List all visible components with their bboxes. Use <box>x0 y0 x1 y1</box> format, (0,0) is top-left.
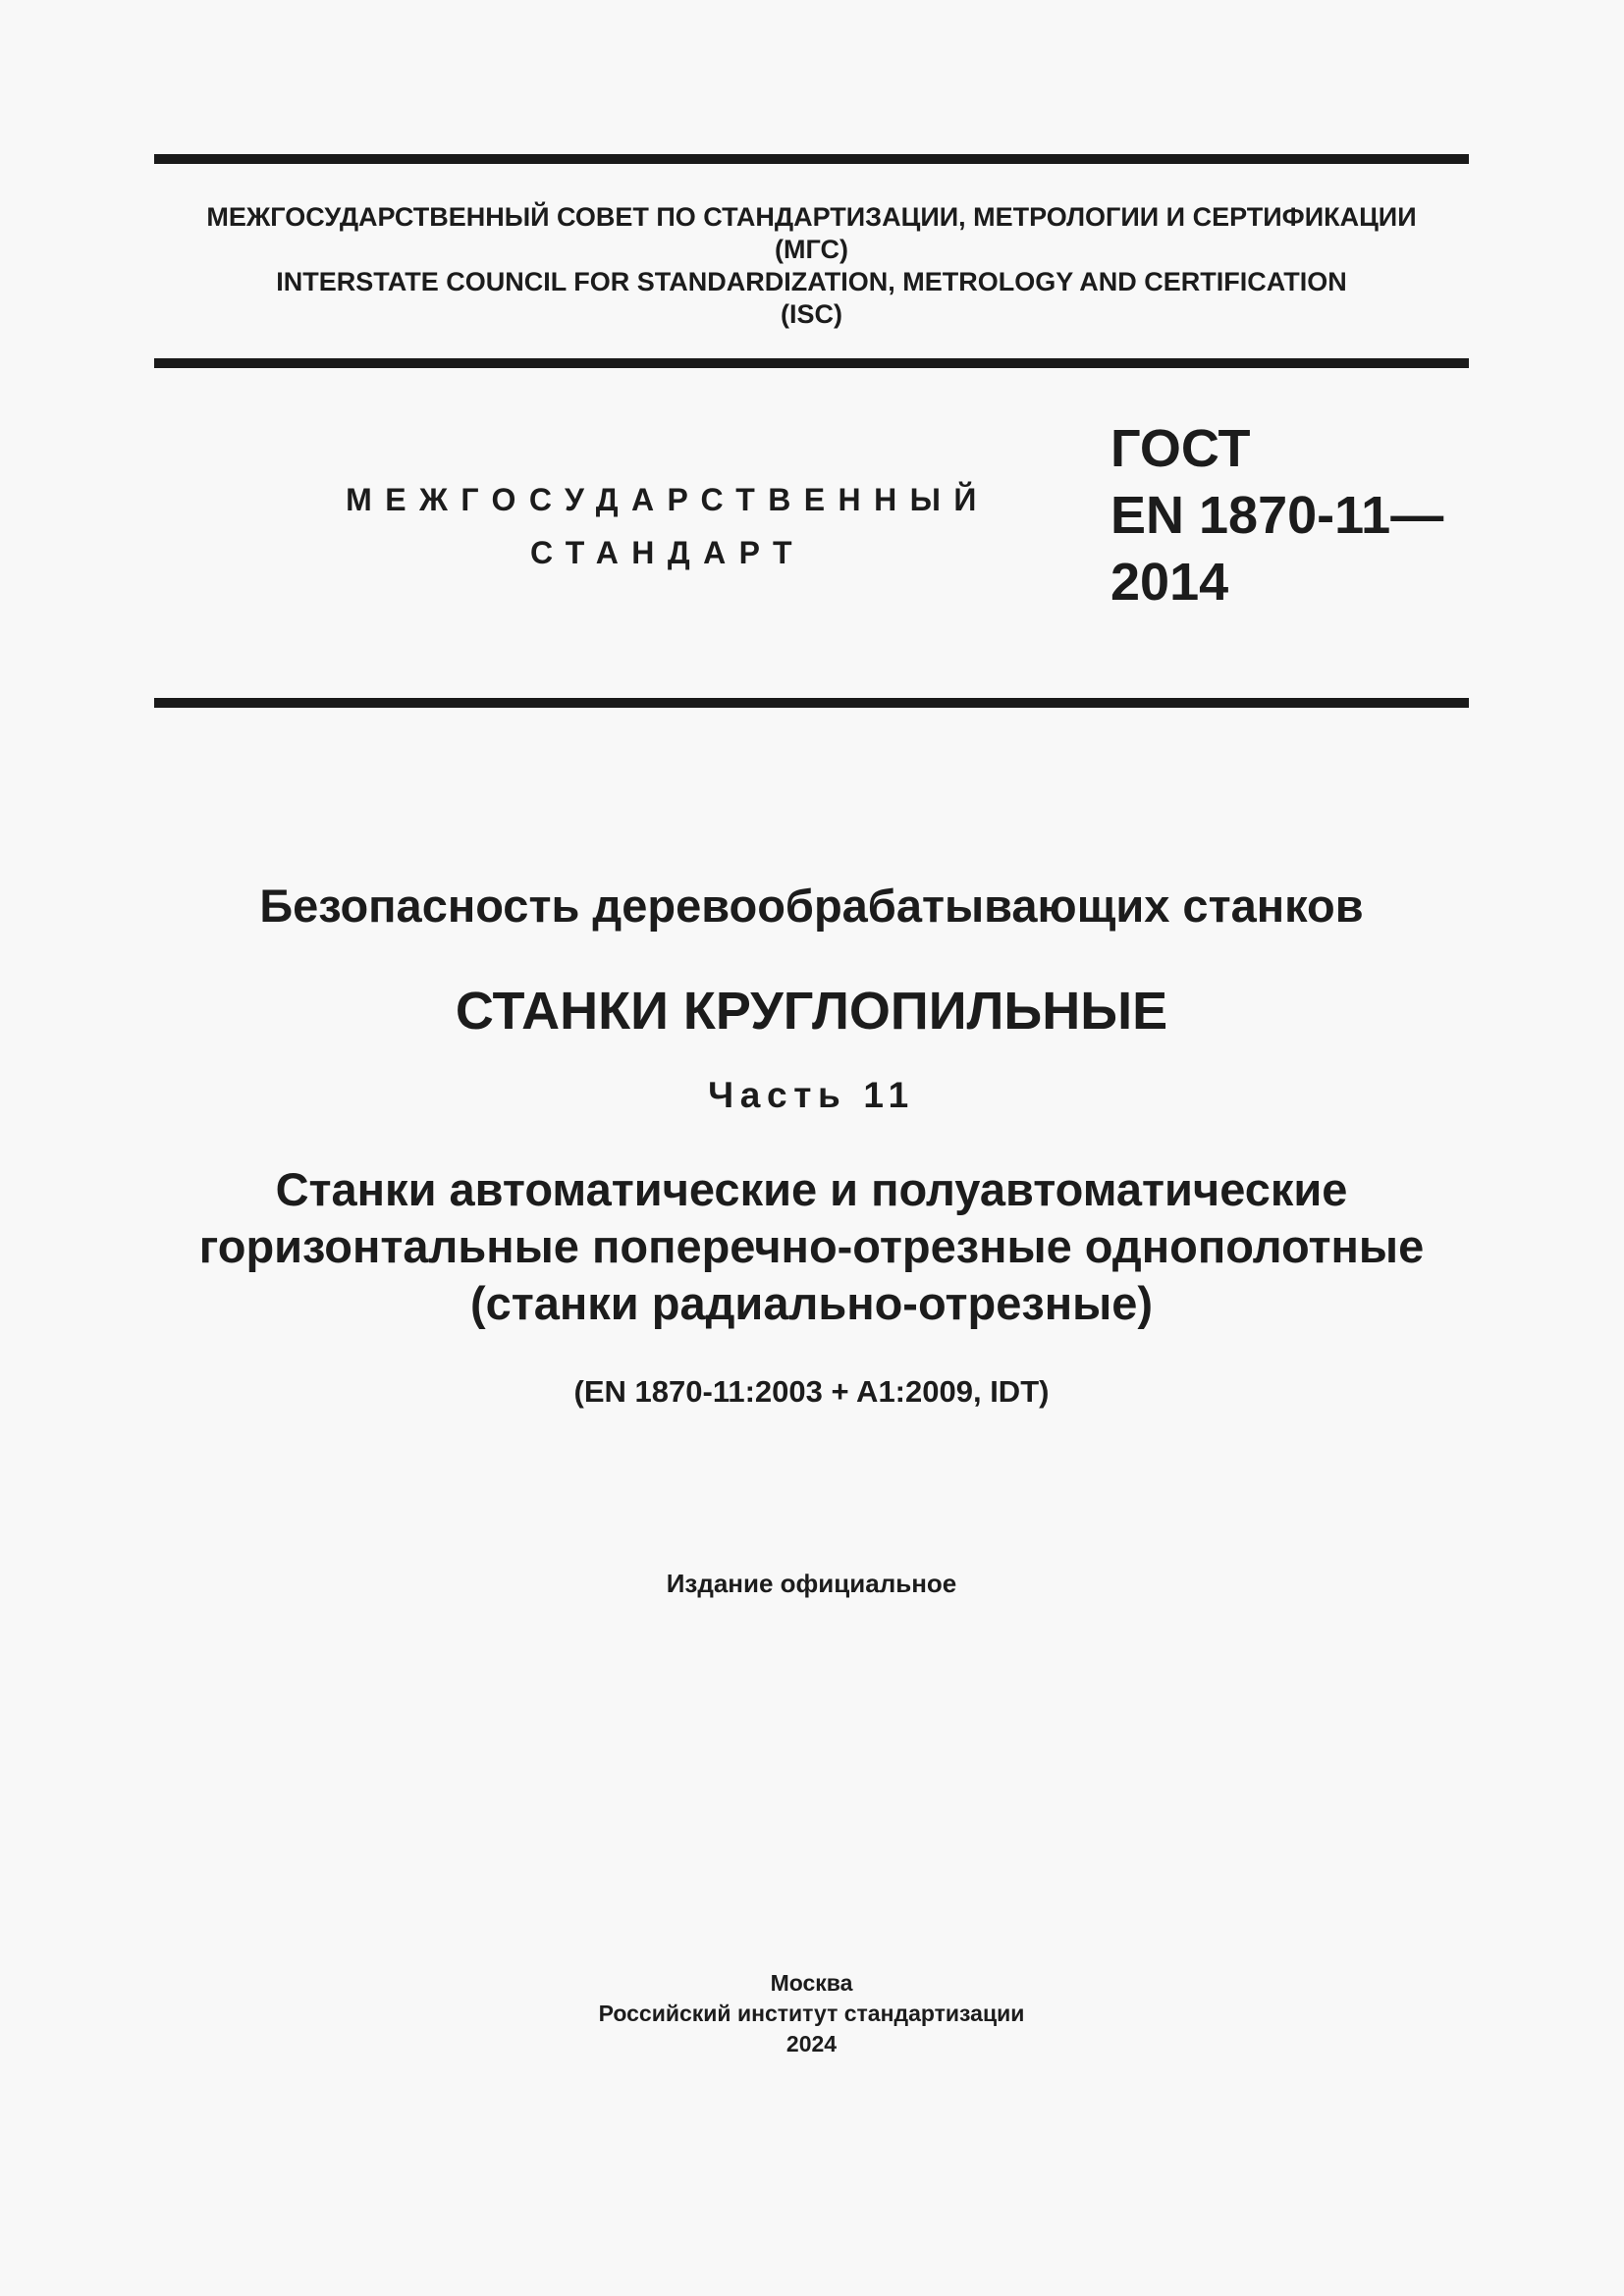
council-name-en: INTERSTATE COUNCIL FOR STANDARDIZATION, METROLOGY AND CERTIFICATION <box>276 267 1347 296</box>
imprint-city: Москва <box>770 1970 853 1996</box>
imprint <box>154 1968 1469 2059</box>
standard-number-line-2: EN 1870-11— <box>1110 486 1444 545</box>
standard-type-label <box>324 473 1011 579</box>
header-rule <box>154 358 1469 368</box>
standard-number-line-1: ГОСТ <box>1110 419 1251 478</box>
top-rule <box>154 154 1469 164</box>
subtitle-line-2: горизонтальные поперечно-отрезные однополотные <box>198 1220 1425 1272</box>
standard-type-line-2: СТАНДАРТ <box>530 535 805 570</box>
imprint-year: 2024 <box>785 2031 838 2056</box>
edition-note: Издание официальное <box>666 1569 957 1598</box>
council-abbr-en: (ISC) <box>781 299 842 329</box>
document-subject: Безопасность деревообрабатывающих станков <box>259 880 1364 932</box>
standard-number <box>1110 415 1443 615</box>
document-part: Часть 11 <box>708 1075 915 1115</box>
standard-number-line-3: 2014 <box>1110 553 1229 612</box>
imprint-publisher: Российский институт стандартизации <box>598 2001 1025 2026</box>
council-abbr-ru: (МГС) <box>775 235 848 264</box>
document-title: СТАНКИ КРУГЛОПИЛЬНЫЕ <box>455 982 1168 1041</box>
standard-type-line-1: МЕЖГОСУДАРСТВЕННЫЙ <box>346 482 990 517</box>
subtitle-line-1: Станки автоматические и полуавтоматические <box>275 1163 1348 1215</box>
designation-rule <box>154 698 1469 708</box>
council-name-ru: МЕЖГОСУДАРСТВЕННЫЙ СОВЕТ ПО СТАНДАРТИЗАЦИИ, МЕТРОЛОГИИ И СЕРТИФИКАЦИИ <box>206 202 1417 232</box>
document-subtitle <box>154 1161 1469 1332</box>
identity-reference: (EN 1870-11:2003 + A1:2009, IDT) <box>573 1374 1050 1409</box>
council-header <box>154 201 1469 331</box>
subtitle-line-3: (станки радиально-отрезные) <box>469 1277 1154 1329</box>
